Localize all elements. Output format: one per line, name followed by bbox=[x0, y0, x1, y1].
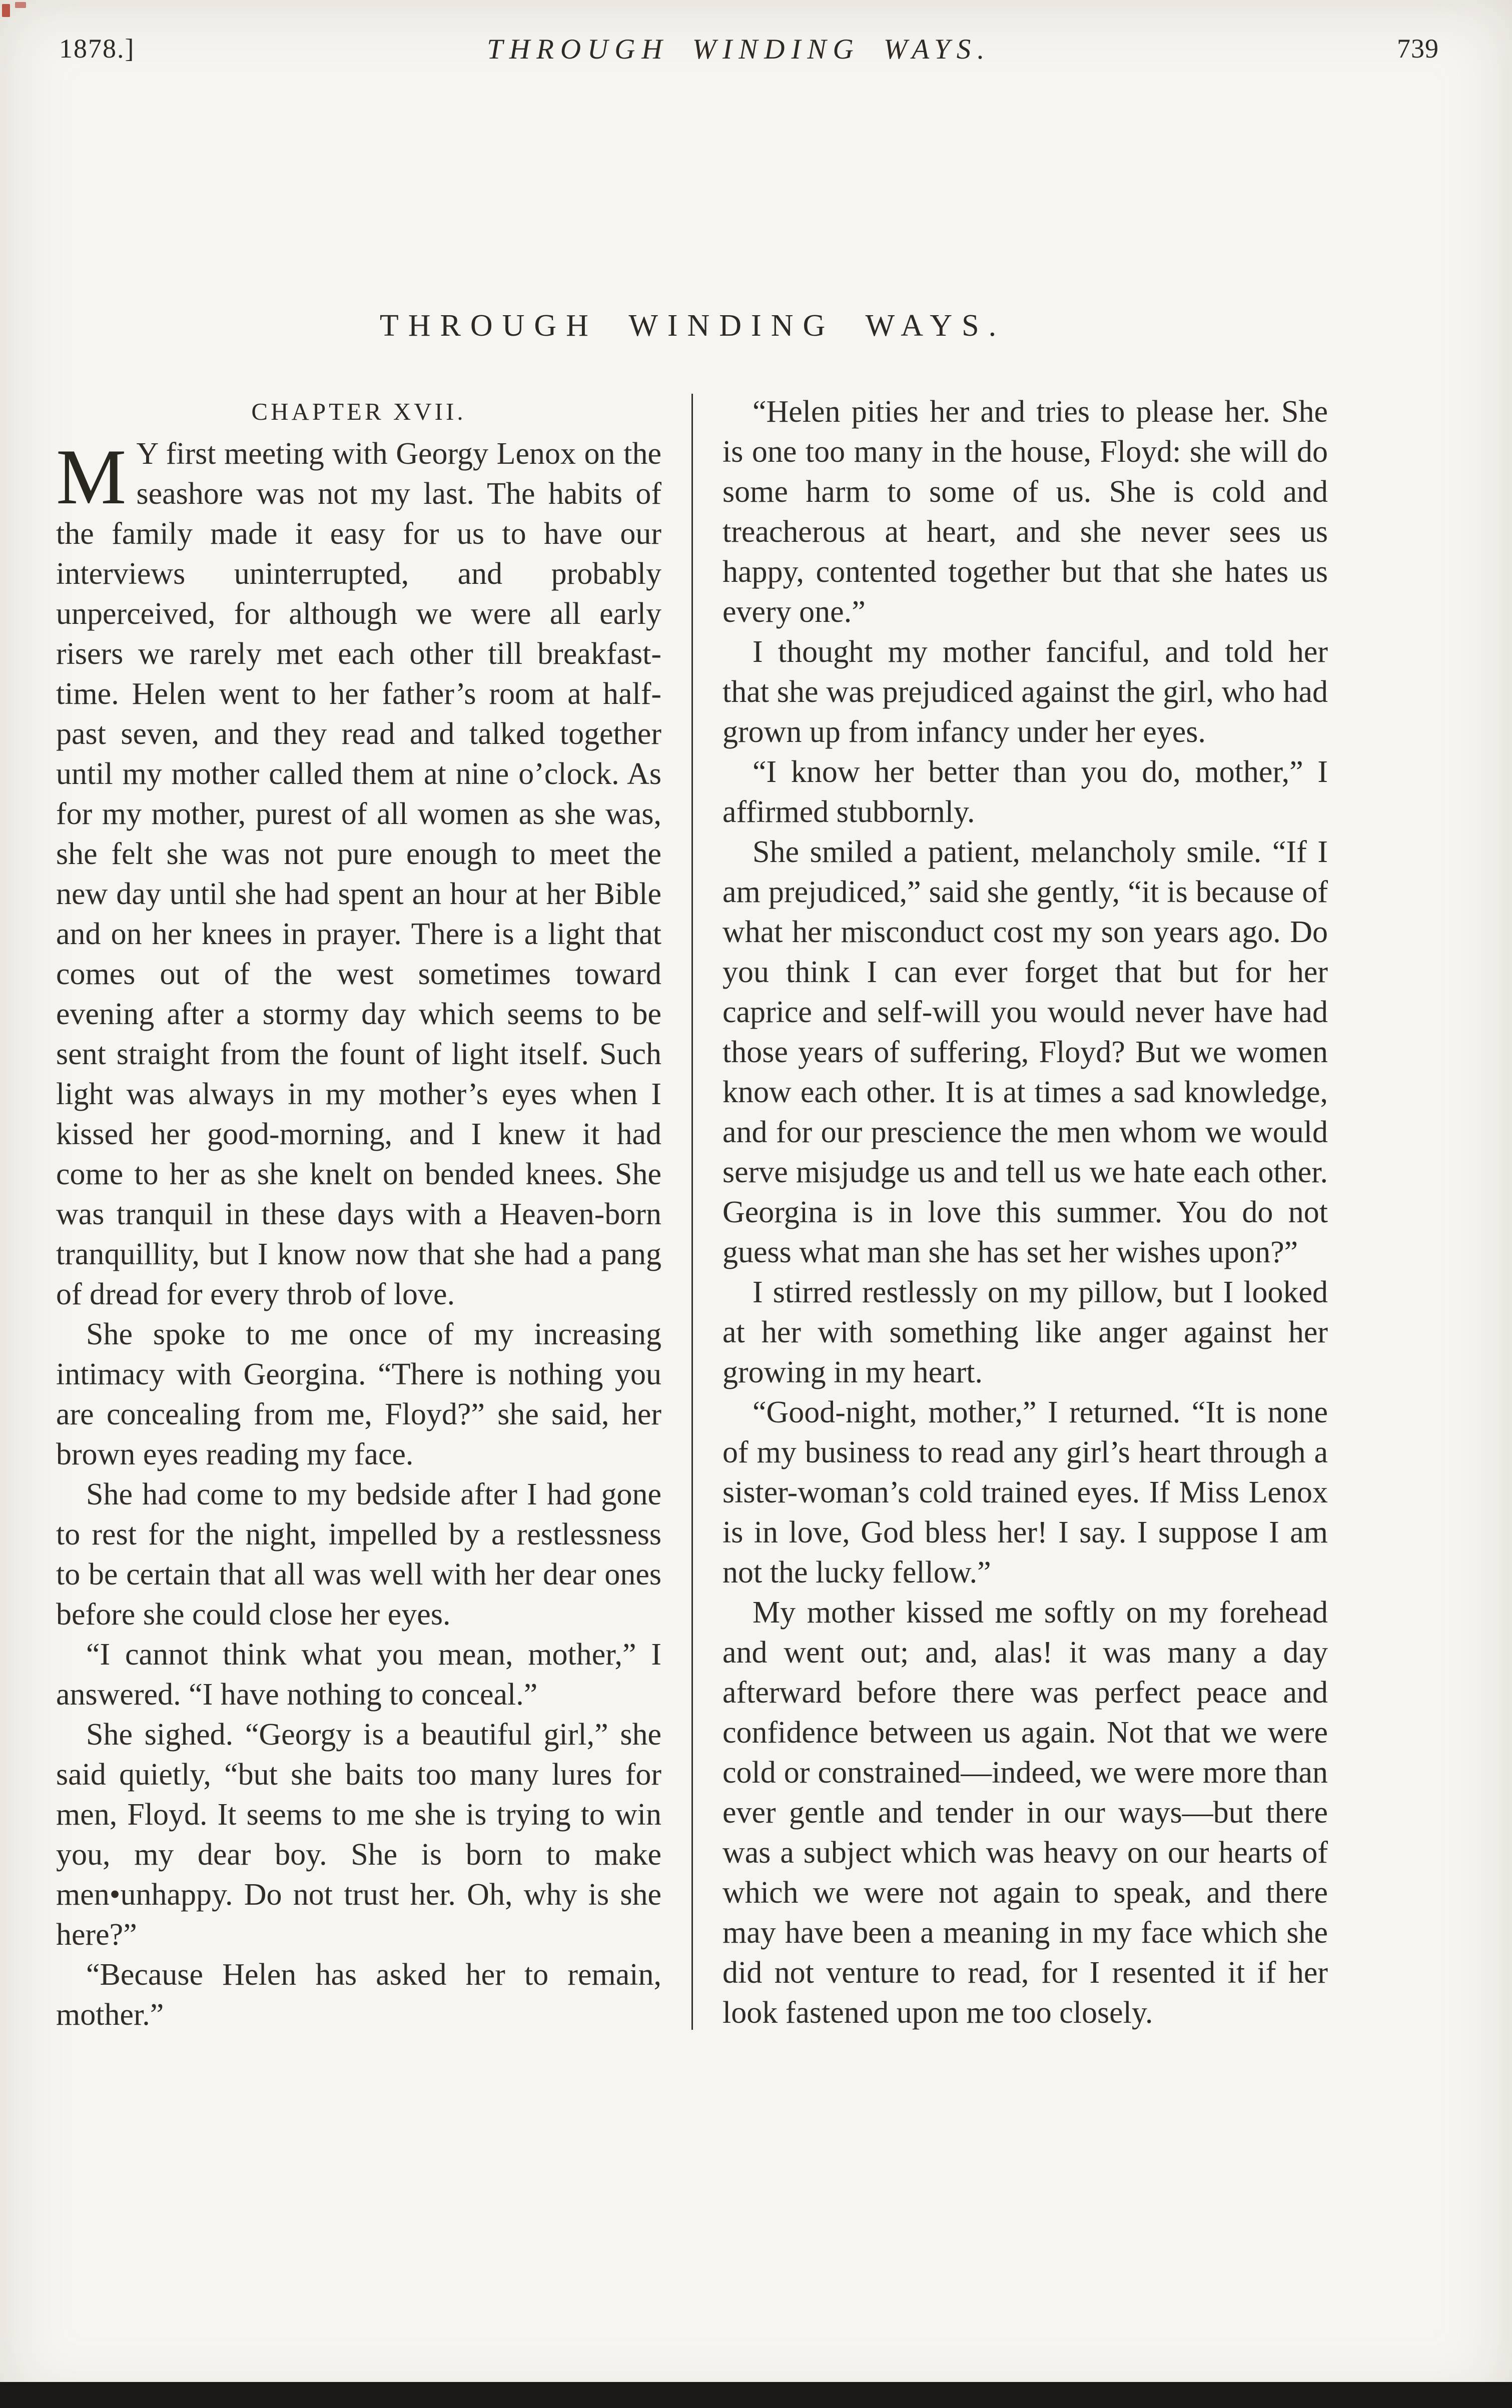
paragraph: She smiled a patient, melancholy smile. “If I am prejudiced,” said she gently, “it is because of what her misconduct cost my son years ago. Do you think I can ever forget that but for her caprice and self-will you would never have had those years of suffering, Floyd? But we women know each other. It is at times a sad knowledge, and for our prescience the men whom we would serve misjudge us and tell us we hate each other. Georgina is in love this summer. You do not guess what man she has set her wishes upon?” bbox=[722, 835, 1328, 1269]
column-divider-rule bbox=[691, 394, 693, 2030]
page-header bbox=[59, 33, 1439, 73]
scan-artifact-red bbox=[15, 2, 26, 8]
chapter-heading: CHAPTER XVII. bbox=[251, 398, 466, 425]
scan-edge-band bbox=[0, 2382, 1512, 2408]
header-page-number: 739 bbox=[1397, 34, 1439, 64]
drop-cap-letter: M bbox=[56, 433, 127, 521]
header-year-label: 1878.] bbox=[59, 34, 135, 64]
left-column bbox=[56, 392, 661, 2035]
paragraph: My mother kissed me softly on my forehead and went out; and, alas! it was many a day afterward before there was perfect peace and confidence between us again. Not that we were cold or constrained—indeed, we were more than ever gentle and tender in our ways—but there was a subject which was heavy on our hearts of which we were not again to speak, and there may have been a meaning in my face which she did not venture to read, for I resented it if her look fastened upon me too closely. bbox=[722, 1595, 1328, 2030]
paragraph-text: Y first meeting with Georgy Lenox on the seashore was not my last. The habits of the family made it easy for us to have our interviews uninterrupted, and probably unperceived, for although we were all early risers we rarely met each other till breakfast-time. Helen went to her father’s room at half-past seven, and they read and talked together until my mother called them at nine o’clock. As for my mother, purest of all women as she was, she felt she was not pure enough to meet the new day until she had spent an hour at her Bible and on her knees in prayer. There is a light that comes out of the west sometimes toward evening after a stormy day which seems to be sent straight from the fount of light itself. Such light was always in my mother’s eyes when I kissed her good-morning, and I knew it had come to her as she knelt on bended knees. She was tranquil in these days with a Heaven-born tranquillity, but I know now that she had a pang of dread for every throb of love. bbox=[56, 437, 661, 1311]
header-running-title: THROUGH WINDING WAYS. bbox=[487, 34, 991, 65]
paragraph: She sighed. “Georgy is a beautiful girl,” she said quietly, “but she baits too many lures for men, Floyd. It seems to me she is trying to win you, my dear boy. She is born to make men•unhappy. Do not trust her. Oh, why is she here?” bbox=[56, 1718, 661, 1952]
paragraph: “Good-night, mother,” I returned. “It is none of my business to read any girl’s heart through a sister-woman’s cold trained eyes. If Miss Lenox is in love, God bless her! I say. I suppose I am not the lucky fellow.” bbox=[722, 1395, 1328, 1589]
article-title: THROUGH WINDING WAYS. bbox=[379, 309, 1006, 343]
paragraph: She spoke to me once of my increasing intimacy with Georgina. “There is nothing you are concealing from me, Floyd?” she said, her brown eyes reading my face. bbox=[56, 1317, 661, 1471]
paragraph: “I cannot think what you mean, mother,” I answered. “I have nothing to conceal.” bbox=[56, 1638, 661, 1712]
paragraph: “Helen pities her and tries to please her. She is one too many in the house, Floyd: she will do some harm to some of us. She is cold and treacherous at heart, and she never sees us happy, contented together but that she hates us every one.” bbox=[722, 395, 1328, 629]
paragraph: “I know her better than you do, mother,” I affirmed stubbornly. bbox=[722, 755, 1328, 829]
opening-paragraph bbox=[56, 434, 661, 1314]
right-column bbox=[722, 392, 1328, 2035]
paragraph: I stirred restlessly on my pillow, but I looked at her with something like anger against her growing in my heart. bbox=[722, 1275, 1328, 1389]
paragraph: I thought my mother fanciful, and told her that she was prejudiced against the girl, who had grown up from infancy under her eyes. bbox=[722, 635, 1328, 749]
two-column-text-block bbox=[56, 392, 1329, 2035]
paragraph: “Because Helen has asked her to remain, mother.” bbox=[56, 1958, 661, 2032]
paragraph: She had come to my bedside after I had gone to rest for the night, impelled by a restlessness to be certain that all was well with her dear ones before she could close her eyes. bbox=[56, 1477, 661, 1632]
scan-artifact-red bbox=[2, 4, 10, 17]
